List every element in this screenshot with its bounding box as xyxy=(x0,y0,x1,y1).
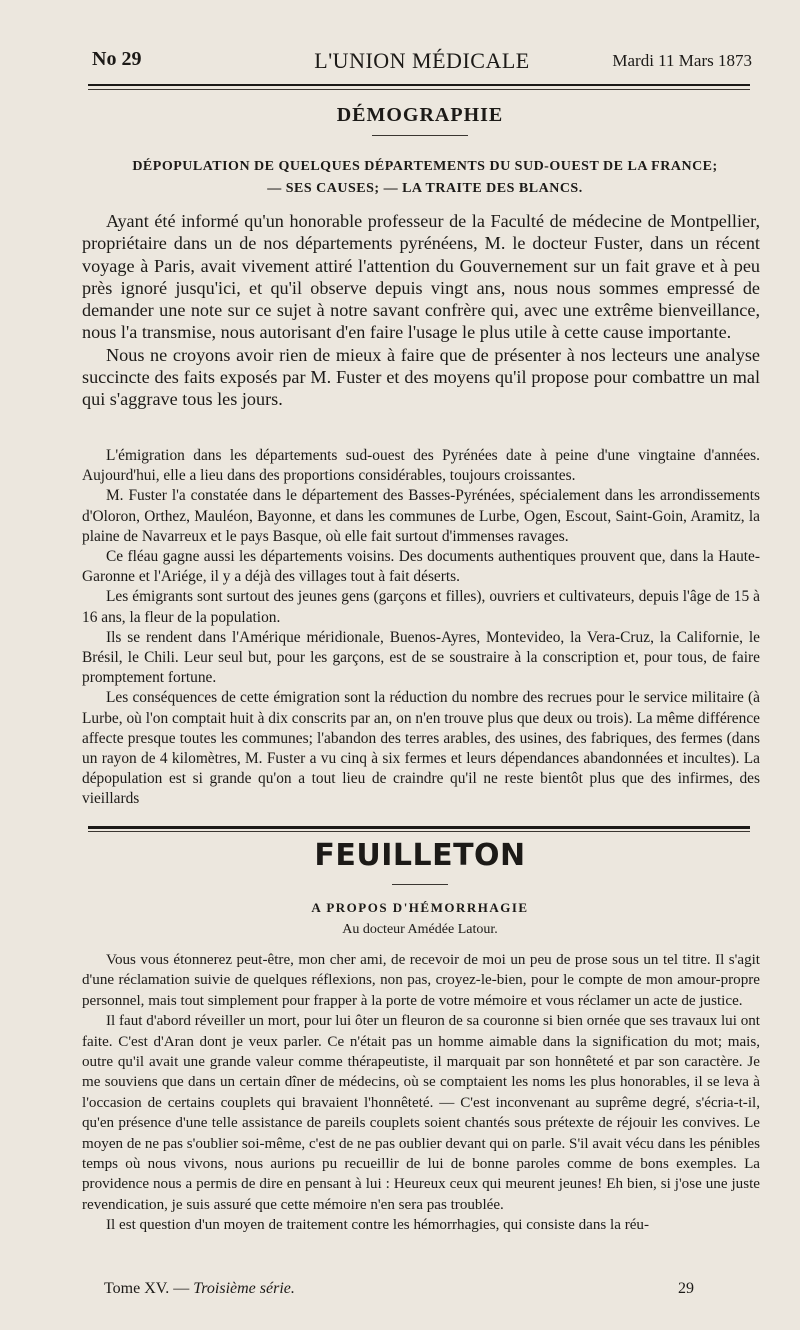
feuilleton-heading: A PROPOS D'HÉMORRHAGIE xyxy=(311,900,529,915)
journal-title: L'UNION MÉDICALE xyxy=(314,48,530,73)
article-intro xyxy=(82,210,760,411)
body-paragraph: Les émigrants sont surtout des jeunes gens (garçons et filles), ouvriers et cultivateurs, depuis l'âge de 15 à 16 ans, la fleur de la population. xyxy=(82,588,760,626)
body-paragraph: Les conséquences de cette émigration sont la réduction du nombre des recrues pour le service militaire (à Lurbe, où l'on comptait huit à dix conscrits par an, on n'en trouve plus que deux ou trois). La même différence affecte presque toutes les communes; l'abandon des terres arables, des usines, des fabriques, des fermes (dans un rayon de 4 kilomètres, M. Fuster a vu cinq à six fermes et leurs dépendances abandonnées et incultes). La dépopulation est si grande qu'on a tout lieu de craindre qu'il ne reste bientôt plus que des infirmes, des vieillards xyxy=(82,689,760,808)
masthead-rule-thin xyxy=(88,89,750,90)
feuilleton-paragraph: Il est question d'un moyen de traitement contre les hémorrhagies, qui consiste dans la réu- xyxy=(106,1217,650,1234)
intro-paragraph: Nous ne croyons avoir rien de mieux à faire que de présenter à nos lecteurs une analyse succincte des faits exposés par M. Fuster et des moyens qu'il propose pour combattre un mal qui s'aggrave tous les jours. xyxy=(82,344,760,410)
masthead xyxy=(92,44,752,80)
feuilleton-dedication: Au docteur Amédée Latour. xyxy=(342,922,498,937)
masthead-rule xyxy=(88,84,750,86)
body-paragraph: M. Fuster l'a constatée dans le département des Basses-Pyrénées, spécialement dans les arrondissements d'Oloron, Orthez, Mauléon, Bayonne, et dans les communes de Lurbe, Ogen, Escout, Saint-Goin, Aramitz, la plaine de Navarreux et le pays Basque, où elle fait surtout d'immenses ravages. xyxy=(82,487,760,545)
feuilleton-separator-thin xyxy=(88,831,750,832)
series-italic: Troisième série. xyxy=(193,1280,295,1297)
issue-number: No 29 xyxy=(92,48,142,70)
body-paragraph: Ce fléau gagne aussi les départements voisins. Des documents authentiques prouvent que, dans la Haute-Garonne et l'Ariége, il y a déjà des villages tout à fait déserts. xyxy=(82,548,760,586)
feuilleton-paragraph: Il faut d'abord réveiller un mort, pour lui ôter un fleuron de sa couronne si bien ornée que ses travaux lui ont faite. C'est d'Aran dont je veux parler. Ce n'était pas un homme aimable dans la signification du mot; mais, outre qu'il avait une grande valeur comme thérapeutiste, il marquait par son honnêteté et par son caractère. Je me souviens que dans un certain dîner de médecins, où se comptaient les noms les plus honorables, il se leva à l'occasion de certains couplets qui bravaient l'honnêteté. — C'est inconvenant au suprême degré, s'écria-t-il, qu'en présence d'une telle assistance de pareils couplets soient chantés sous prétexte de réjouir les convives. Le moyen de ne pas s'oublier soi-même, c'est de ne pas oublier devant qui on parle. S'il avait vécu dans les pénibles temps où nous vivons, nous aurions pu recueillir de lui de bonne paroles comme de bons exemples. La providence nous a permis de dire en pensant à lui : Heureux ceux qui meurent jeunes! Eh bien, si j'ose une juste revendication, je suis assuré que cette mémoire n'en sera pas troublée. xyxy=(82,1013,760,1213)
feuilleton-body xyxy=(82,950,760,1236)
feuilleton-title-underline xyxy=(392,884,448,885)
feuilleton-separator xyxy=(88,826,750,829)
series-prefix: Tome XV. — xyxy=(104,1280,190,1297)
body-paragraph: L'émigration dans les départements sud-ouest des Pyrénées date à peine d'une vingtaine d'années. Aujourd'hui, elle a lieu dans des proportions considérables, toujours croissantes. xyxy=(82,447,760,485)
issue-date: Mardi 11 Mars 1873 xyxy=(612,51,752,70)
series-info xyxy=(104,1280,295,1298)
feuilleton-paragraph: Vous vous étonnerez peut-être, mon cher ami, de recevoir de moi un peu de prose sous un tel titre. Il s'agit d'une réclamation suivie de quelques réflexions, non pas, croyez-le-bien, pour le compte de mon amour-propre personnel, mais tout simplement pour frapper à la porte de votre mémoire et vous réclamer un acte de justice. xyxy=(82,952,760,1009)
article-subhead-line2: — SES CAUSES; — LA TRAITE DES BLANCS. xyxy=(267,181,583,196)
body-paragraph: Ils se rendent dans l'Amérique méridionale, Buenos-Ayres, Montevideo, la Vera-Cruz, la Californie, le Brésil, le Chili. Leur seul but, pour les garçons, est de se soustraire à la conscription et, pour tous, de faire promptement fortune. xyxy=(82,628,760,687)
section-title-underline xyxy=(372,135,468,136)
article-body xyxy=(82,446,760,810)
section-title-demographie: DÉMOGRAPHIE xyxy=(336,104,504,126)
article-subhead-line1: DÉPOPULATION DE QUELQUES DÉPARTEMENTS DU SUD-OUEST DE LA FRANCE; xyxy=(132,159,718,174)
intro-paragraph: Ayant été informé qu'un honorable professeur de la Faculté de médecine de Montpellier, propriétaire dans un de nos départements pyrénéens, M. le docteur Fuster, dans un récent voyage à Paris, avait vivement attiré l'attention du Gouvernement sur un fait grave et à peu près ignoré jusqu'ici, et qu'il observe depuis vingt ans, nous nous sommes empressé de demander une note sur ce sujet à notre savant confrère qui, avec une extrême bienveillance, nous l'a transmise, nous autorisant d'en faire l'usage le plus utile à cette cause importante. xyxy=(82,211,760,343)
feuilleton-title: FEUILLETON xyxy=(314,838,526,873)
page-number: 29 xyxy=(678,1280,694,1297)
